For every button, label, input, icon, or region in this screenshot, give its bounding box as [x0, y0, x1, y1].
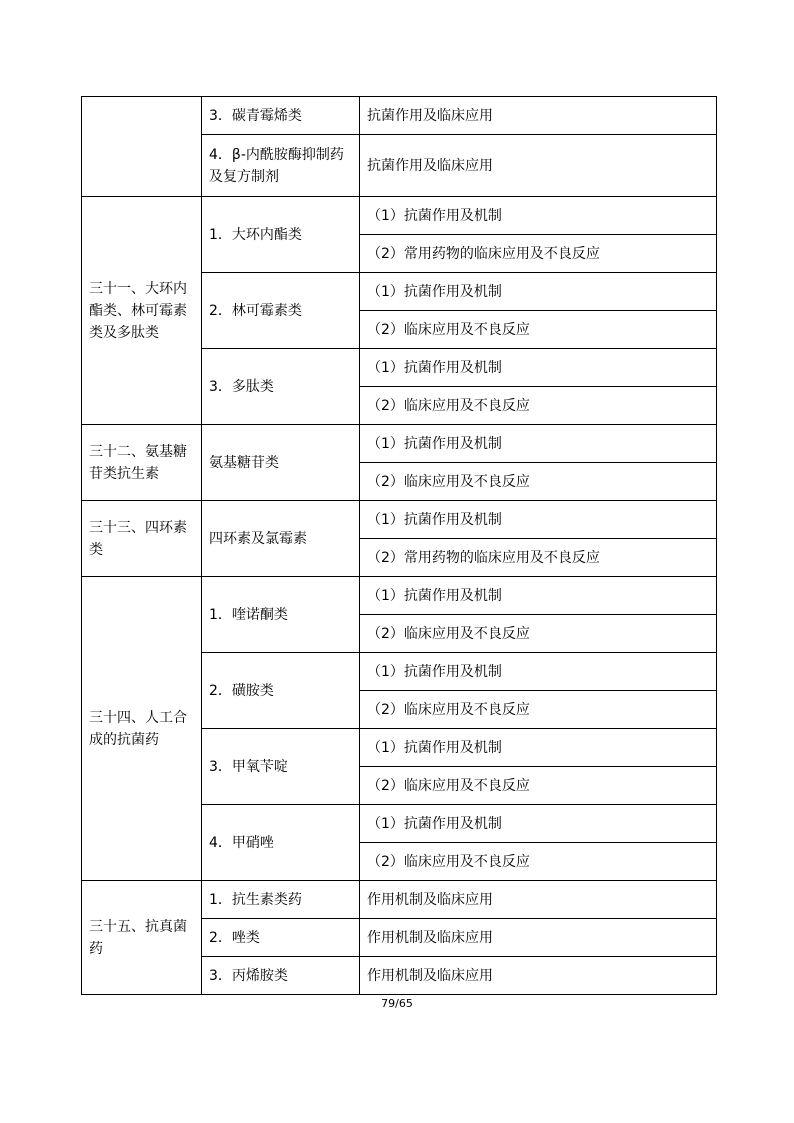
section-title-cell: 三十三、四环素类 [82, 501, 202, 577]
content-cell: 作用机制及临床应用 [360, 881, 717, 919]
subtopic-cell: 4．甲硝唑 [202, 805, 360, 881]
content-cell: （2）临床应用及不良反应 [360, 615, 717, 653]
subtopic-cell: 1．抗生素类药 [202, 881, 360, 919]
section-title-cell: 三十一、大环内酯类、林可霉素类及多肽类 [82, 197, 202, 425]
content-cell: （1）抗菌作用及机制 [360, 577, 717, 615]
content-cell: （1）抗菌作用及机制 [360, 729, 717, 767]
section-title-cell: 三十二、氨基糖苷类抗生素 [82, 425, 202, 501]
content-cell: （1）抗菌作用及机制 [360, 197, 717, 235]
content-cell: 作用机制及临床应用 [360, 957, 717, 995]
content-cell: （2）临床应用及不良反应 [360, 463, 717, 501]
section-cell-empty [82, 97, 202, 197]
content-cell: （1）抗菌作用及机制 [360, 349, 717, 387]
content-cell: （1）抗菌作用及机制 [360, 805, 717, 843]
content-cell: （1）抗菌作用及机制 [360, 425, 717, 463]
table-row [82, 97, 717, 135]
content-cell: （2）临床应用及不良反应 [360, 767, 717, 805]
content-cell: （2）临床应用及不良反应 [360, 311, 717, 349]
content-cell: （1）抗菌作用及机制 [360, 501, 717, 539]
subtopic-cell: 4．β-内酰胺酶抑制药及复方制剂 [202, 135, 360, 197]
subtopic-cell: 四环素及氯霉素 [202, 501, 360, 577]
table-row [82, 197, 717, 235]
content-cell: （2）临床应用及不良反应 [360, 691, 717, 729]
section-title-cell: 三十四、人工合成的抗菌药 [82, 577, 202, 881]
table-row [82, 425, 717, 463]
subtopic-cell: 2．磺胺类 [202, 653, 360, 729]
syllabus-table [81, 96, 717, 995]
content-cell: （1）抗菌作用及机制 [360, 273, 717, 311]
subtopic-cell: 3．多肽类 [202, 349, 360, 425]
subtopic-cell: 3．甲氧苄啶 [202, 729, 360, 805]
subtopic-cell: 3．丙烯胺类 [202, 957, 360, 995]
page-number: 79/65 [381, 997, 413, 1010]
content-cell: 抗菌作用及临床应用 [360, 97, 717, 135]
subtopic-cell: 2．唑类 [202, 919, 360, 957]
table-row [82, 577, 717, 615]
content-cell: （2）临床应用及不良反应 [360, 387, 717, 425]
content-cell: （2）常用药物的临床应用及不良反应 [360, 539, 717, 577]
section-title-cell: 三十五、抗真菌药 [82, 881, 202, 995]
subtopic-cell: 2．林可霉素类 [202, 273, 360, 349]
content-cell: （1）抗菌作用及机制 [360, 653, 717, 691]
content-cell: （2）临床应用及不良反应 [360, 843, 717, 881]
subtopic-cell: 3．碳青霉烯类 [202, 97, 360, 135]
subtopic-cell: 氨基糖苷类 [202, 425, 360, 501]
content-cell: 作用机制及临床应用 [360, 919, 717, 957]
table-row [82, 501, 717, 539]
subtopic-cell: 1．大环内酯类 [202, 197, 360, 273]
content-cell: 抗菌作用及临床应用 [360, 135, 717, 197]
subtopic-cell: 1．喹诺酮类 [202, 577, 360, 653]
table-row [82, 881, 717, 919]
content-cell: （2）常用药物的临床应用及不良反应 [360, 235, 717, 273]
